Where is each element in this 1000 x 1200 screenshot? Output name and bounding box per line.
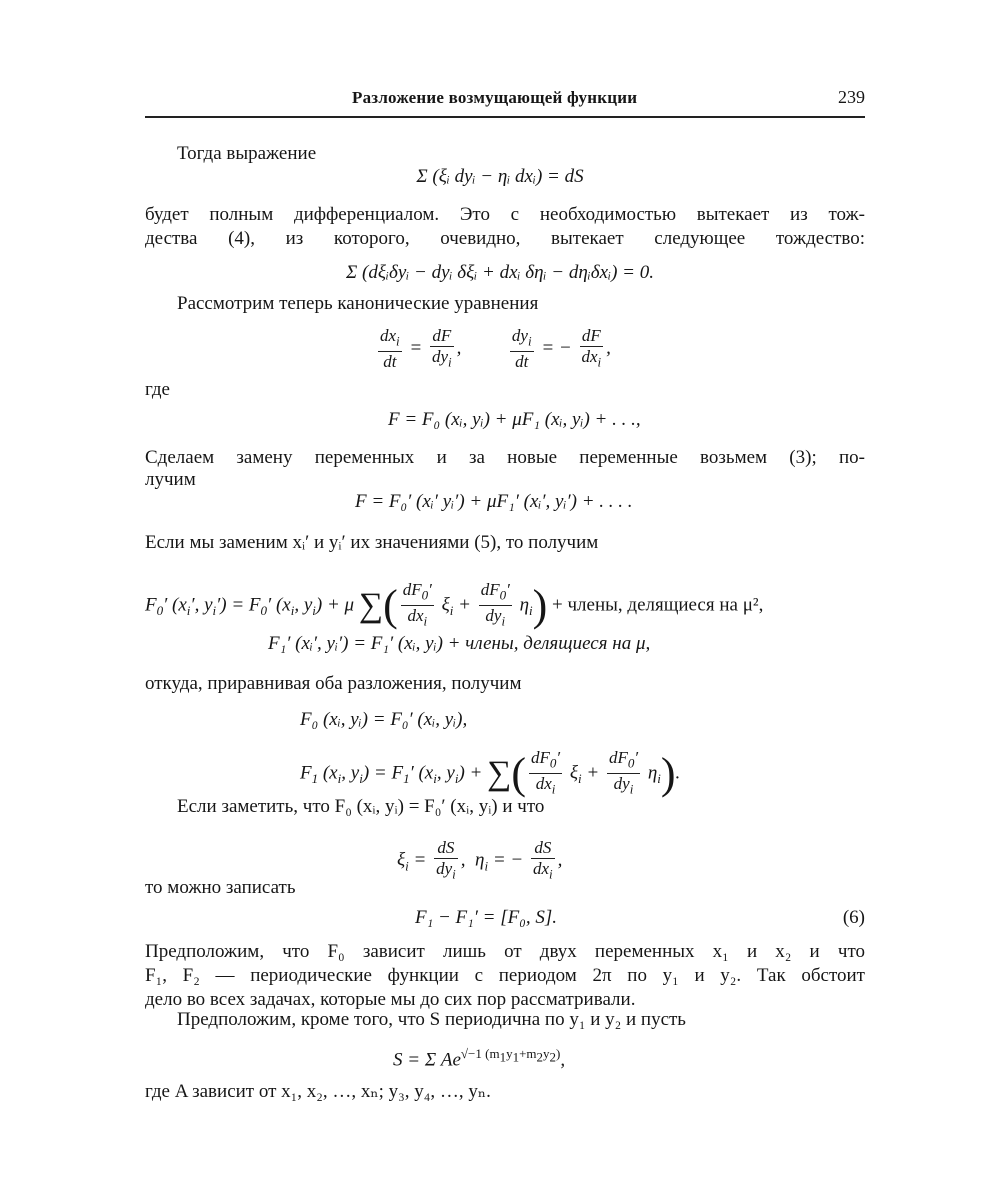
paragraph-line: Предположим, кроме того, что S периодична по y₁ и y₂ и пусть bbox=[177, 1009, 686, 1030]
equation-transformed: F = F₀′ (xᵢ′ yᵢ′) + μF₁′ (xᵢ′, yᵢ′) + . . . . bbox=[355, 491, 633, 512]
running-header: Разложение возмущающей функции bbox=[352, 88, 638, 107]
page-number: 239 bbox=[838, 87, 865, 107]
paragraph-line: где bbox=[145, 379, 170, 400]
equation-s-series: S = Σ $Ae^{√-1 (m_1y_1+m_2y_2)}$, bbox=[393, 1046, 566, 1071]
paragraph-line: то можно записать bbox=[145, 877, 296, 898]
paragraph-line: F₁, F₂ — периодические функции с периодом 2π по y₁ и y₂. Так обстоит bbox=[145, 965, 865, 986]
paragraph-line: лучим bbox=[145, 469, 196, 490]
equation-f0-equality: F₀ (xᵢ, yᵢ) = F₀′ (xᵢ, yᵢ), bbox=[300, 709, 468, 730]
paragraph-line: Тогда выражение bbox=[177, 143, 317, 164]
equation-xi-eta: $\xi_i$ = $\frac{dS}{dy_i}$ , $\eta_i$ = − $\frac{dS}{dx_i}$ , bbox=[397, 838, 563, 882]
paragraph-line: дело во всех задачах, которые мы до сих пор рассматривали. bbox=[145, 989, 636, 1010]
equation-remainder-text: + члены, делящиеся на μ², bbox=[552, 594, 764, 616]
equation-identity: Σ (dξᵢδyᵢ − dyᵢ δξᵢ + dxᵢ δηᵢ − dηᵢδxᵢ) = 0. bbox=[346, 262, 654, 283]
paragraph-line: где A зависит от x₁, x₂, …, xₙ; y₃, y₄, …, yₙ. bbox=[145, 1081, 491, 1102]
equation-s-base: S = Σ Ae bbox=[393, 1049, 461, 1071]
paragraph-line: Предположим, что F₀ зависит лишь от двух переменных x₁ и x₂ и что bbox=[145, 941, 865, 962]
equation-poisson-bracket: F₁ − F₁′ = [F₀, S]. bbox=[415, 907, 557, 928]
equation-f1-relation: $F_1$ ($x_i$, $y_i) = F_1'$ ($x_i$, $y_i$) + ∑( $\frac{dF_0'}{dx_i}$ $\xi_i$ + $\frac{dF_0'}{dy_i}$ $\eta_i$). bbox=[300, 748, 681, 798]
paragraph-line: откуда, приравнивая оба разложения, получим bbox=[145, 673, 522, 694]
paragraph-line: Если заметить, что F₀ (xᵢ, yᵢ) = F₀′ (xᵢ, yᵢ) и что bbox=[177, 796, 545, 817]
equation-hamiltonian: F = F₀ (xᵢ, yᵢ) + μF₁ (xᵢ, yᵢ) + . . ., bbox=[388, 409, 641, 430]
equation-expansion-f0: $F_0'$ ($x_i'$, $y_i') = F_0'$ ($x_i$, $y_i) + \mu$ ∑( $\frac{dF_0'}{dx_i}$ $\xi_i$ + $\frac{dF_0'}{dy_i}$ $\eta_i$) + члены, делящиеся на μ², bbox=[145, 580, 764, 630]
equation-differential: Σ (ξᵢ dyᵢ − ηᵢ dxᵢ) = dS bbox=[416, 166, 584, 187]
paragraph-line: дества (4), из которого, очевидно, вытекает следующее тождество: bbox=[145, 228, 865, 249]
paragraph-line: Если мы заменим xᵢ′ и yᵢ′ их значениями (5), то получим bbox=[145, 532, 599, 553]
equation-expansion-f1: F₁′ (xᵢ′, yᵢ′) = F₁′ (xᵢ, yᵢ) + члены, делящиеся на μ, bbox=[268, 633, 651, 654]
paragraph-line: Сделаем замену переменных и за новые переменные возьмем (3); по- bbox=[145, 447, 865, 468]
paragraph-line: Рассмотрим теперь канонические уравнения bbox=[177, 293, 539, 314]
equation-canonical: $\frac{dx_i}{dt}$ = $\frac{dF}{dy_i}$ , $\frac{dy_i}{dt}$ = − $\frac{dF}{dx_i}$ , bbox=[380, 326, 611, 372]
header-rule bbox=[145, 116, 865, 118]
equation-number: (6) bbox=[842, 907, 865, 928]
paragraph-line: будет полным дифференциалом. Это с необходимостью вытекает из тож- bbox=[145, 204, 865, 225]
